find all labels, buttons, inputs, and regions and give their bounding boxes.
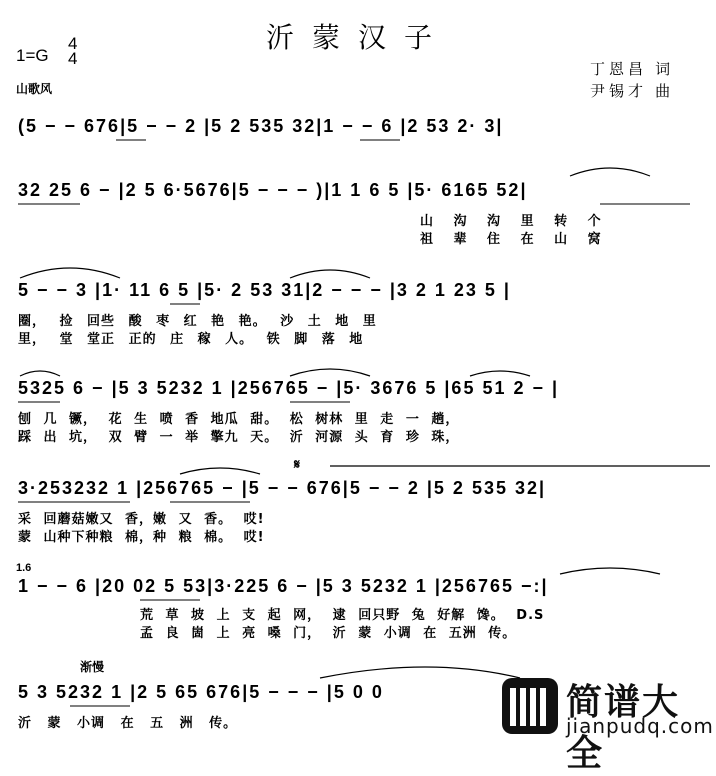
score-line-2: 32 25 6 − |2 5 6·5676|5 − − − )|1 1 6 5 |5· 6165 52| bbox=[18, 180, 528, 200]
composer-credit: 尹锡才 曲 bbox=[590, 83, 675, 100]
lyricist-credit: 丁恩昌 词 bbox=[590, 61, 675, 78]
slur bbox=[20, 371, 60, 376]
score-line-4: 5325 6 − |5 3 5232 1 |256765 − |5· 3676 5 |65 51 2 − | bbox=[18, 378, 560, 398]
slur bbox=[470, 371, 530, 376]
lyrics-line-5a: 采 回蘑菇嫩又 香，嫩 又 香。 哎! bbox=[18, 512, 265, 527]
ritardando-mark: 渐慢 bbox=[80, 660, 105, 674]
segno-mark: 𝄋 bbox=[294, 456, 301, 472]
lyrics-line-3b: 里， 堂 堂正 正的 庄 稼 人。 铁 脚 落 地 bbox=[18, 332, 364, 347]
lyrics-line-2b: 祖 辈 住 在 山 窝 bbox=[420, 232, 602, 247]
slur bbox=[560, 568, 660, 574]
time-signature-bottom: 4 bbox=[68, 49, 78, 68]
key-signature: 1=G bbox=[16, 46, 49, 65]
slur bbox=[290, 270, 370, 278]
watermark-url: jianpudq.com bbox=[566, 714, 714, 738]
time-signature-top: 4 bbox=[68, 34, 78, 53]
slur bbox=[180, 468, 260, 474]
score-line-1: (5 − − 676|5 − − 2 |5 2 535 32|1 − − 6 |2 53 2· 3| bbox=[18, 116, 504, 136]
lyrics-line-2a: 山 沟 沟 里 转 个 bbox=[420, 214, 602, 229]
lyrics-line-5b: 蒙 山种下种粮 棉，种 粮 棉。 哎! bbox=[18, 530, 265, 545]
style-marking: 山歌风 bbox=[16, 82, 53, 96]
lyrics-line-6b: 孟 良 崮 上 亮 嗓 门， 沂 蒙 小调 在 五洲 传。 bbox=[140, 626, 517, 641]
score-line-7: 5 3 5232 1 |2 5 65 676|5 − − − |5 0 0 bbox=[18, 682, 384, 702]
lyrics-line-7a: 沂 蒙 小调 在 五 洲 传。 bbox=[18, 716, 238, 731]
lyrics-line-4a: 刨 几 镢， 花 生 喷 香 地瓜 甜。 松 树林 里 走 一 趟， bbox=[18, 412, 460, 427]
lyrics-line-3a: 圈， 捡 回些 酸 枣 红 艳 艳。 沙 土 地 里 bbox=[18, 314, 377, 329]
score-line-3: 5 − − 3 |1· 11 6 5 |5· 2 53 31|2 − − − |3 2 1 23 5 | bbox=[18, 280, 511, 300]
piano-logo-icon bbox=[500, 676, 560, 736]
volta-mark: 1.6 bbox=[16, 562, 32, 574]
score-line-6: 1 − − 6 |20 02 5 53|3·225 6 − |5 3 5232 1 |256765 −:| bbox=[18, 576, 549, 596]
slur bbox=[290, 369, 370, 376]
score-line-5: 3·253232 1 |256765 − |5 − − 676|5 − − 2 |5 2 535 32| bbox=[18, 478, 547, 498]
page-title: 沂蒙汉子 bbox=[265, 21, 450, 54]
watermark bbox=[500, 676, 560, 741]
lyrics-line-6a: 荒 草 坡 上 支 起 网， 逮 回只野 兔 好解 馋。 D.S bbox=[140, 608, 545, 623]
lyrics-line-4b: 踩 出 坑， 双 臂 一 举 擎九 天。 沂 河源 头 育 珍 珠， bbox=[18, 430, 460, 445]
watermark-title: 简谱大全 bbox=[566, 682, 681, 774]
slur bbox=[570, 168, 650, 176]
slur bbox=[320, 667, 520, 678]
slur bbox=[20, 268, 120, 278]
